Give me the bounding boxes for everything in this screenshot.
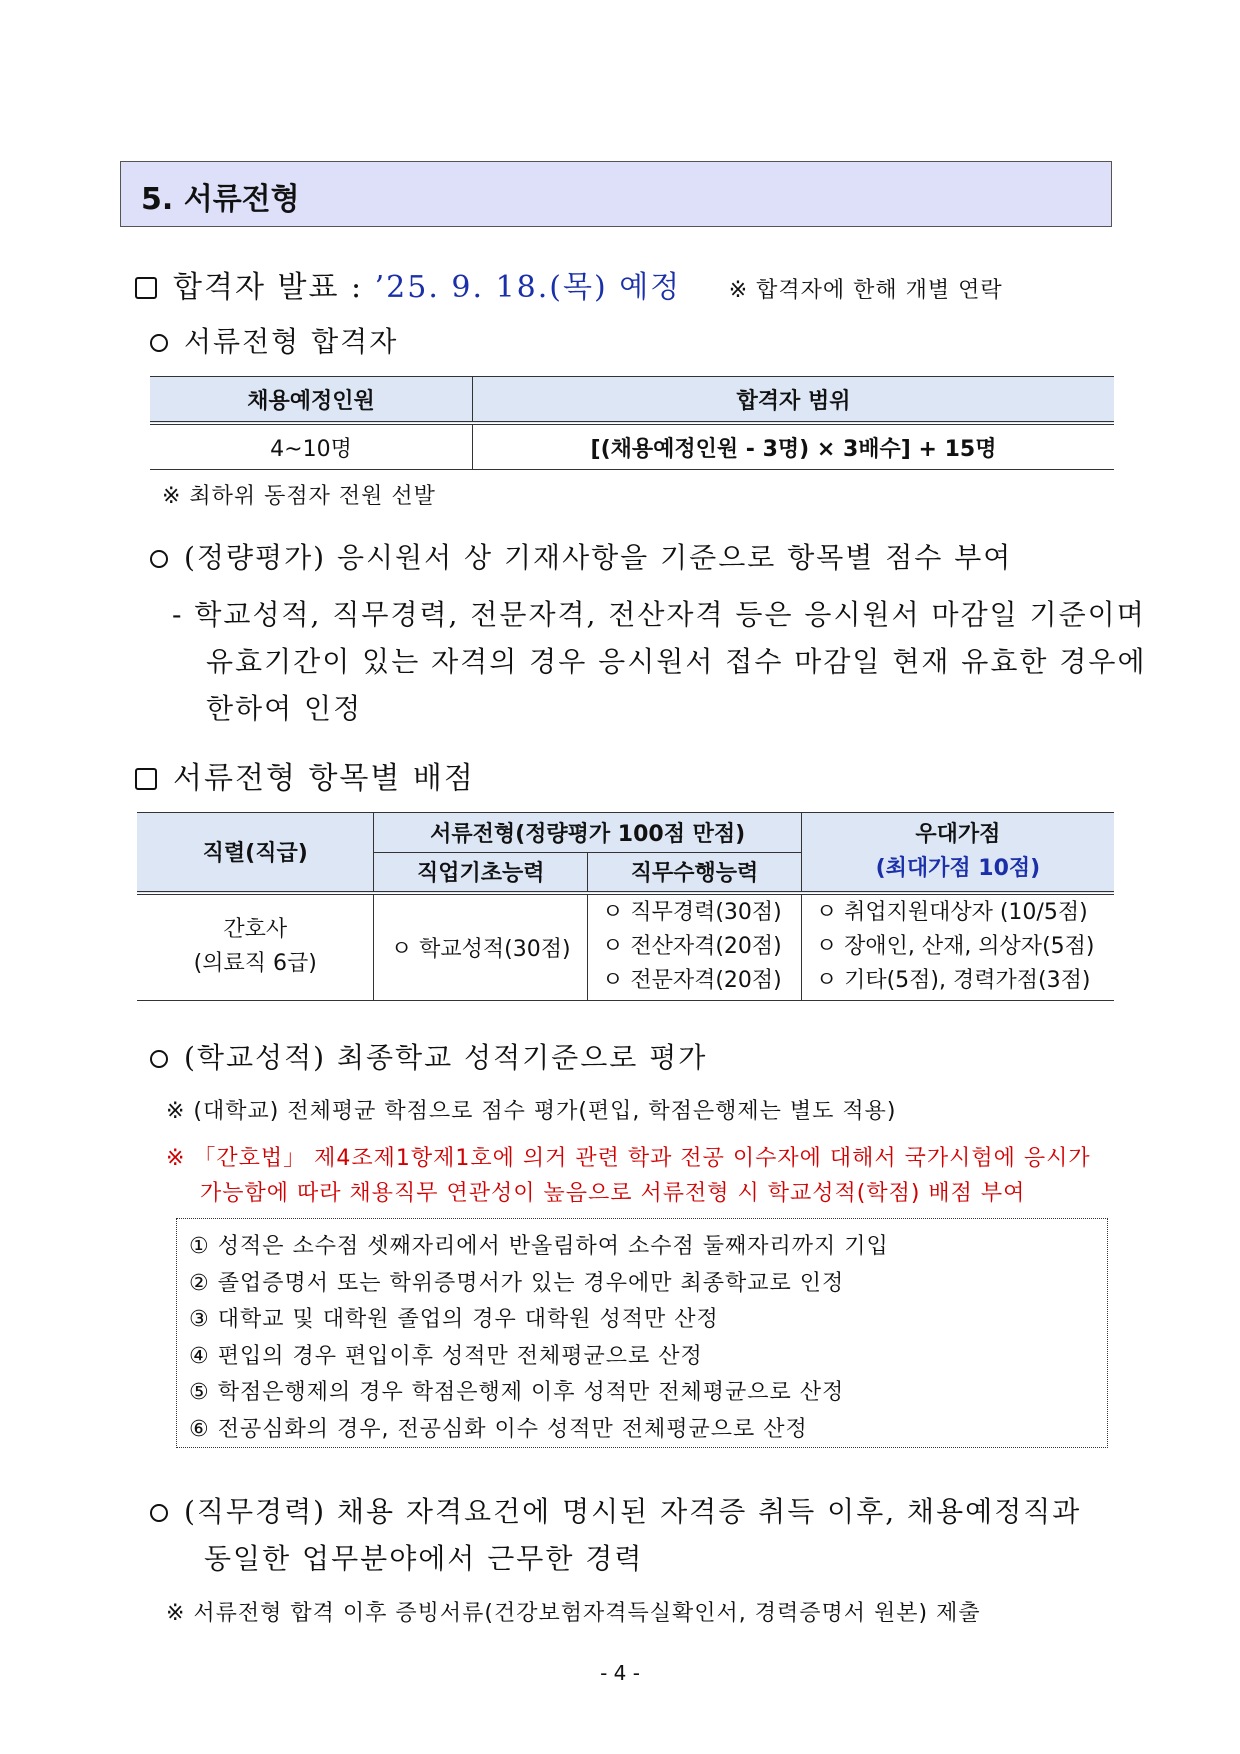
school-note-1: ※ (대학교) 전체평균 학점으로 점수 평가(편입, 학점은행제는 별도 적용): [166, 1099, 897, 1124]
school-rule: ② 졸업증명서 또는 학위증명서가 있는 경우에만 최종학교로 인정: [189, 1270, 845, 1296]
checkbox-square-icon: [135, 277, 157, 299]
quant-detail-2: 유효기간이 있는 자격의 경우 응시원서 접수 마감일 현재 유효한 경우에: [206, 645, 1147, 678]
doc-pass-title: 서류전형 합격자: [184, 325, 399, 358]
school-rule: ① 성적은 소수점 셋째자리에서 반올림하여 소수점 둘째자리까지 기입: [189, 1234, 889, 1259]
header-bonus-title: 우대가점: [915, 821, 1001, 847]
page-number: - 4 -: [600, 1661, 640, 1685]
career-title-2: 동일한 업무분야에서 근무한 경력: [204, 1542, 644, 1575]
school-rules-box: [176, 1218, 1108, 1448]
cell-job: [588, 893, 802, 1001]
school-note-2a: ※ 「간호법」 제4조제1항제1호에 의거 관련 학과 전공 이수자에 대해서 국가시험에 응시가: [166, 1146, 1091, 1171]
announce-note: ※ 합격자에 한해 개별 연락: [728, 278, 1003, 303]
header-bonus-sub: (최대가점 10점): [875, 855, 1041, 881]
school-note-2b: 가능함에 따라 채용직무 연관성이 높음으로 서류전형 시 학교성적(학점) 배점 부여: [200, 1181, 1026, 1206]
allocation-heading: [135, 753, 475, 797]
header-bonus: [801, 813, 1114, 893]
bonus-item: ㅇ 취업지원대상자 (10/5점): [815, 900, 1088, 926]
school-rule: ④ 편입의 경우 편입이후 성적만 전체평균으로 산정: [189, 1343, 703, 1369]
circle-bullet-icon: [150, 1504, 168, 1522]
school-rule: ③ 대학교 및 대학원 졸업의 경우 대학원 성적만 산정: [189, 1307, 719, 1332]
header-basic-ability: 직업기초능력: [374, 853, 588, 893]
circle-bullet-icon: [150, 1050, 168, 1068]
doc-pass-table: [150, 376, 1114, 470]
header-job-ability: 직무수행능력: [588, 853, 802, 893]
job-item: ㅇ 직무경력(30점): [602, 900, 782, 926]
circle-bullet-icon: [150, 550, 168, 568]
allocation-title: 서류전형 항목별 배점: [173, 761, 475, 796]
position-name: 간호사: [223, 917, 288, 943]
school-rule: ⑤ 학점은행제의 경우 학점은행제 이후 성적만 전체평균으로 산정: [189, 1380, 845, 1405]
quant-detail-1: - 학교성적, 직무경력, 전문자격, 전산자격 등은 응시원서 마감일 기준이며: [172, 598, 1146, 631]
checkbox-square-icon: [135, 768, 157, 790]
career-title: (직무경력) 채용 자격요건에 명시된 자격증 취득 이후, 채용예정직과: [184, 1495, 1082, 1528]
header-doc-eval: 서류전형(정량평가 100점 만점): [374, 813, 801, 853]
header-planned-count: 채용예정인원: [150, 377, 473, 424]
section-title: 5. 서류전형: [141, 182, 300, 217]
school-heading: [150, 1036, 707, 1076]
cell-position: [137, 893, 374, 1001]
announce-date: ’25. 9. 18.(목) 예정: [374, 270, 682, 305]
job-item: ㅇ 전문자격(20점): [602, 968, 782, 994]
cell-basic: ㅇ 학교성적(30점): [374, 893, 588, 1001]
career-heading: [150, 1490, 1081, 1530]
doc-pass-note: ※ 최하위 동점자 전원 선발: [162, 484, 436, 509]
header-pass-range: 합격자 범위: [473, 377, 1115, 424]
school-rule: ⑥ 전공심화의 경우, 전공심화 이수 성적만 전체평균으로 산정: [189, 1416, 808, 1442]
header-position: 직렬(직급): [137, 813, 374, 893]
quant-heading: [150, 536, 1012, 576]
quant-detail-3: 한하여 인정: [206, 692, 363, 725]
cell-bonus: [801, 893, 1114, 1001]
bonus-item: ㅇ 장애인, 산재, 의상자(5점): [815, 934, 1095, 960]
allocation-table: [137, 812, 1114, 1001]
announce-label: 합격자 발표 :: [173, 270, 375, 305]
quant-title: (정량평가) 응시원서 상 기재사항을 기준으로 항목별 점수 부여: [184, 541, 1013, 574]
doc-pass-heading: [150, 320, 398, 360]
circle-bullet-icon: [150, 334, 168, 352]
bonus-item: ㅇ 기타(5점), 경력가점(3점): [815, 968, 1091, 994]
career-note: ※ 서류전형 합격 이후 증빙서류(건강보험자격득실확인서, 경력증명서 원본) 제출: [166, 1601, 981, 1626]
school-title: (학교성적) 최종학교 성적기준으로 평가: [184, 1041, 708, 1074]
announce-line: [135, 262, 1003, 306]
position-grade: (의료직 6급): [193, 951, 317, 977]
cell-pass-range: [(채용예정인원 - 3명) × 3배수] + 15명: [473, 423, 1115, 470]
section-header: [120, 161, 1112, 227]
job-item: ㅇ 전산자격(20점): [602, 934, 782, 960]
cell-planned-count: 4~10명: [150, 423, 473, 470]
